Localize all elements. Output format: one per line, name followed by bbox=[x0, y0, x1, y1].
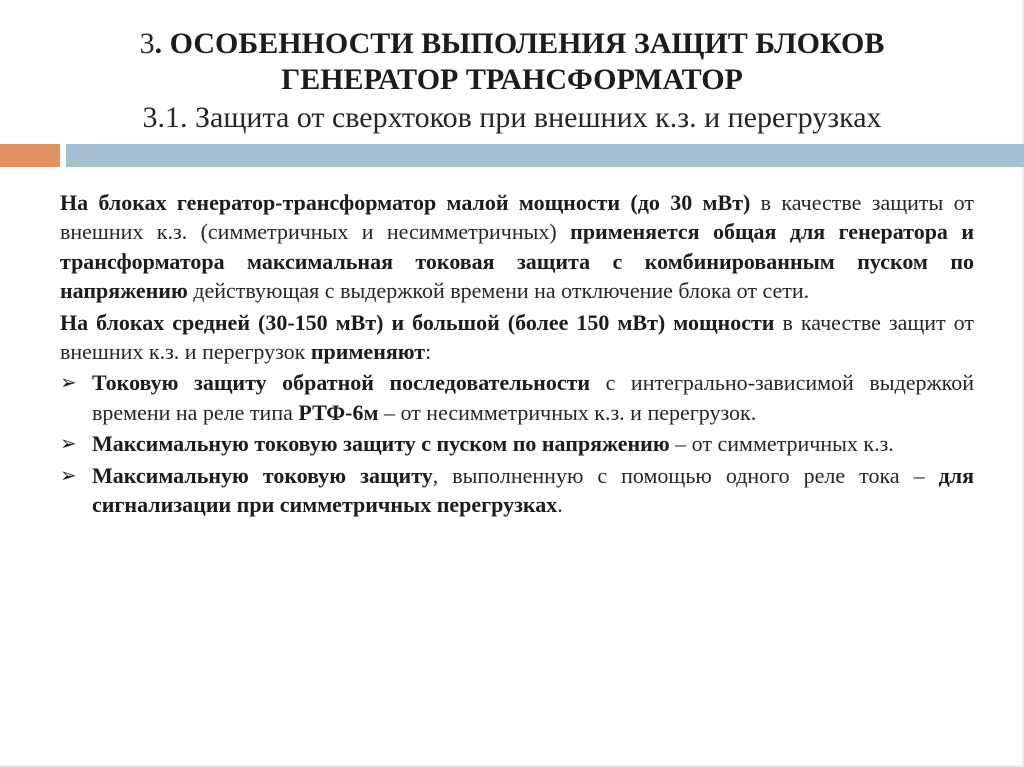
arrowhead-bullet-icon: ➢ bbox=[60, 370, 77, 395]
bullet-3-text-2: . bbox=[557, 492, 563, 518]
bullet-2-text-1: – от симметричных к.з. bbox=[669, 431, 894, 457]
accent-bar-orange bbox=[0, 144, 60, 167]
bullet-2-bold-1: Максимальную токовую защиту с пуском по напряжению bbox=[92, 431, 670, 457]
bullet-3-bold-2: для сигнализации при симметричных перегрузках bbox=[92, 462, 974, 518]
title-line-1 bbox=[0, 26, 1024, 62]
title-number: 3 bbox=[139, 27, 155, 60]
paragraph-1 bbox=[60, 188, 974, 306]
p2-text-2: : bbox=[425, 339, 432, 365]
bullet-1-text-2: – от несимметричных к.з. и перегрузок. bbox=[378, 399, 757, 425]
p1-text-1: в качестве защиты от внешних к.з. (симметричных и несимметричных) bbox=[60, 190, 974, 245]
bullet-item bbox=[60, 429, 974, 458]
accent-bar-blue bbox=[66, 144, 1024, 167]
p1-bold-1: На блоках генератор-трансформатор малой мощности (до 30 мВт) bbox=[60, 190, 751, 215]
title-line-2 bbox=[0, 62, 1024, 98]
bullet-item bbox=[60, 461, 974, 520]
bullet-1-bold-2: РТФ-6м bbox=[298, 399, 379, 425]
paragraph-2 bbox=[60, 308, 974, 367]
title-text-line2: ГЕНЕРАТОР ТРАНСФОРМАТОР bbox=[281, 63, 743, 96]
title-block bbox=[0, 26, 1024, 136]
bullet-1-text-1: с интегрально-зависимой выдержкой времени на реле типа bbox=[92, 370, 974, 425]
bullet-3-bold-1: Максимальную токовую защиту bbox=[92, 462, 433, 488]
bullet-1-bold-1: Токовую защиту обратной последовательности bbox=[92, 370, 591, 396]
p1-bold-2: применяется общая для генератора и трансформатора максимальная токовая защита с комбинированным пуском по напряжению bbox=[60, 219, 974, 304]
body-text bbox=[60, 188, 974, 521]
bullet-3-text-1: , выполненную с помощью одного реле тока – bbox=[432, 462, 939, 488]
bullet-item bbox=[60, 368, 974, 427]
p2-bold-2: применяют bbox=[310, 339, 426, 365]
p2-text-1: в качестве защит от внешних к.з. и перегрузок bbox=[60, 309, 974, 365]
title-text-bold: . ОСОБЕННОСТИ ВЫПОЛЕНИЯ ЗАЩИТ БЛОКОВ bbox=[154, 27, 885, 60]
p1-text-2: действующая с выдержкой времени на отключение блока от сети. bbox=[187, 278, 810, 304]
subtitle: 3.1. Защита от сверхтоков при внешних к.з. и перегрузках bbox=[142, 101, 882, 134]
arrowhead-bullet-icon: ➢ bbox=[60, 431, 77, 456]
bullet-list bbox=[60, 368, 974, 519]
p2-bold-1: На блоках средней (30-150 мВт) и большой (более 150 мВт) мощности bbox=[60, 309, 775, 335]
arrowhead-bullet-icon: ➢ bbox=[60, 462, 77, 487]
